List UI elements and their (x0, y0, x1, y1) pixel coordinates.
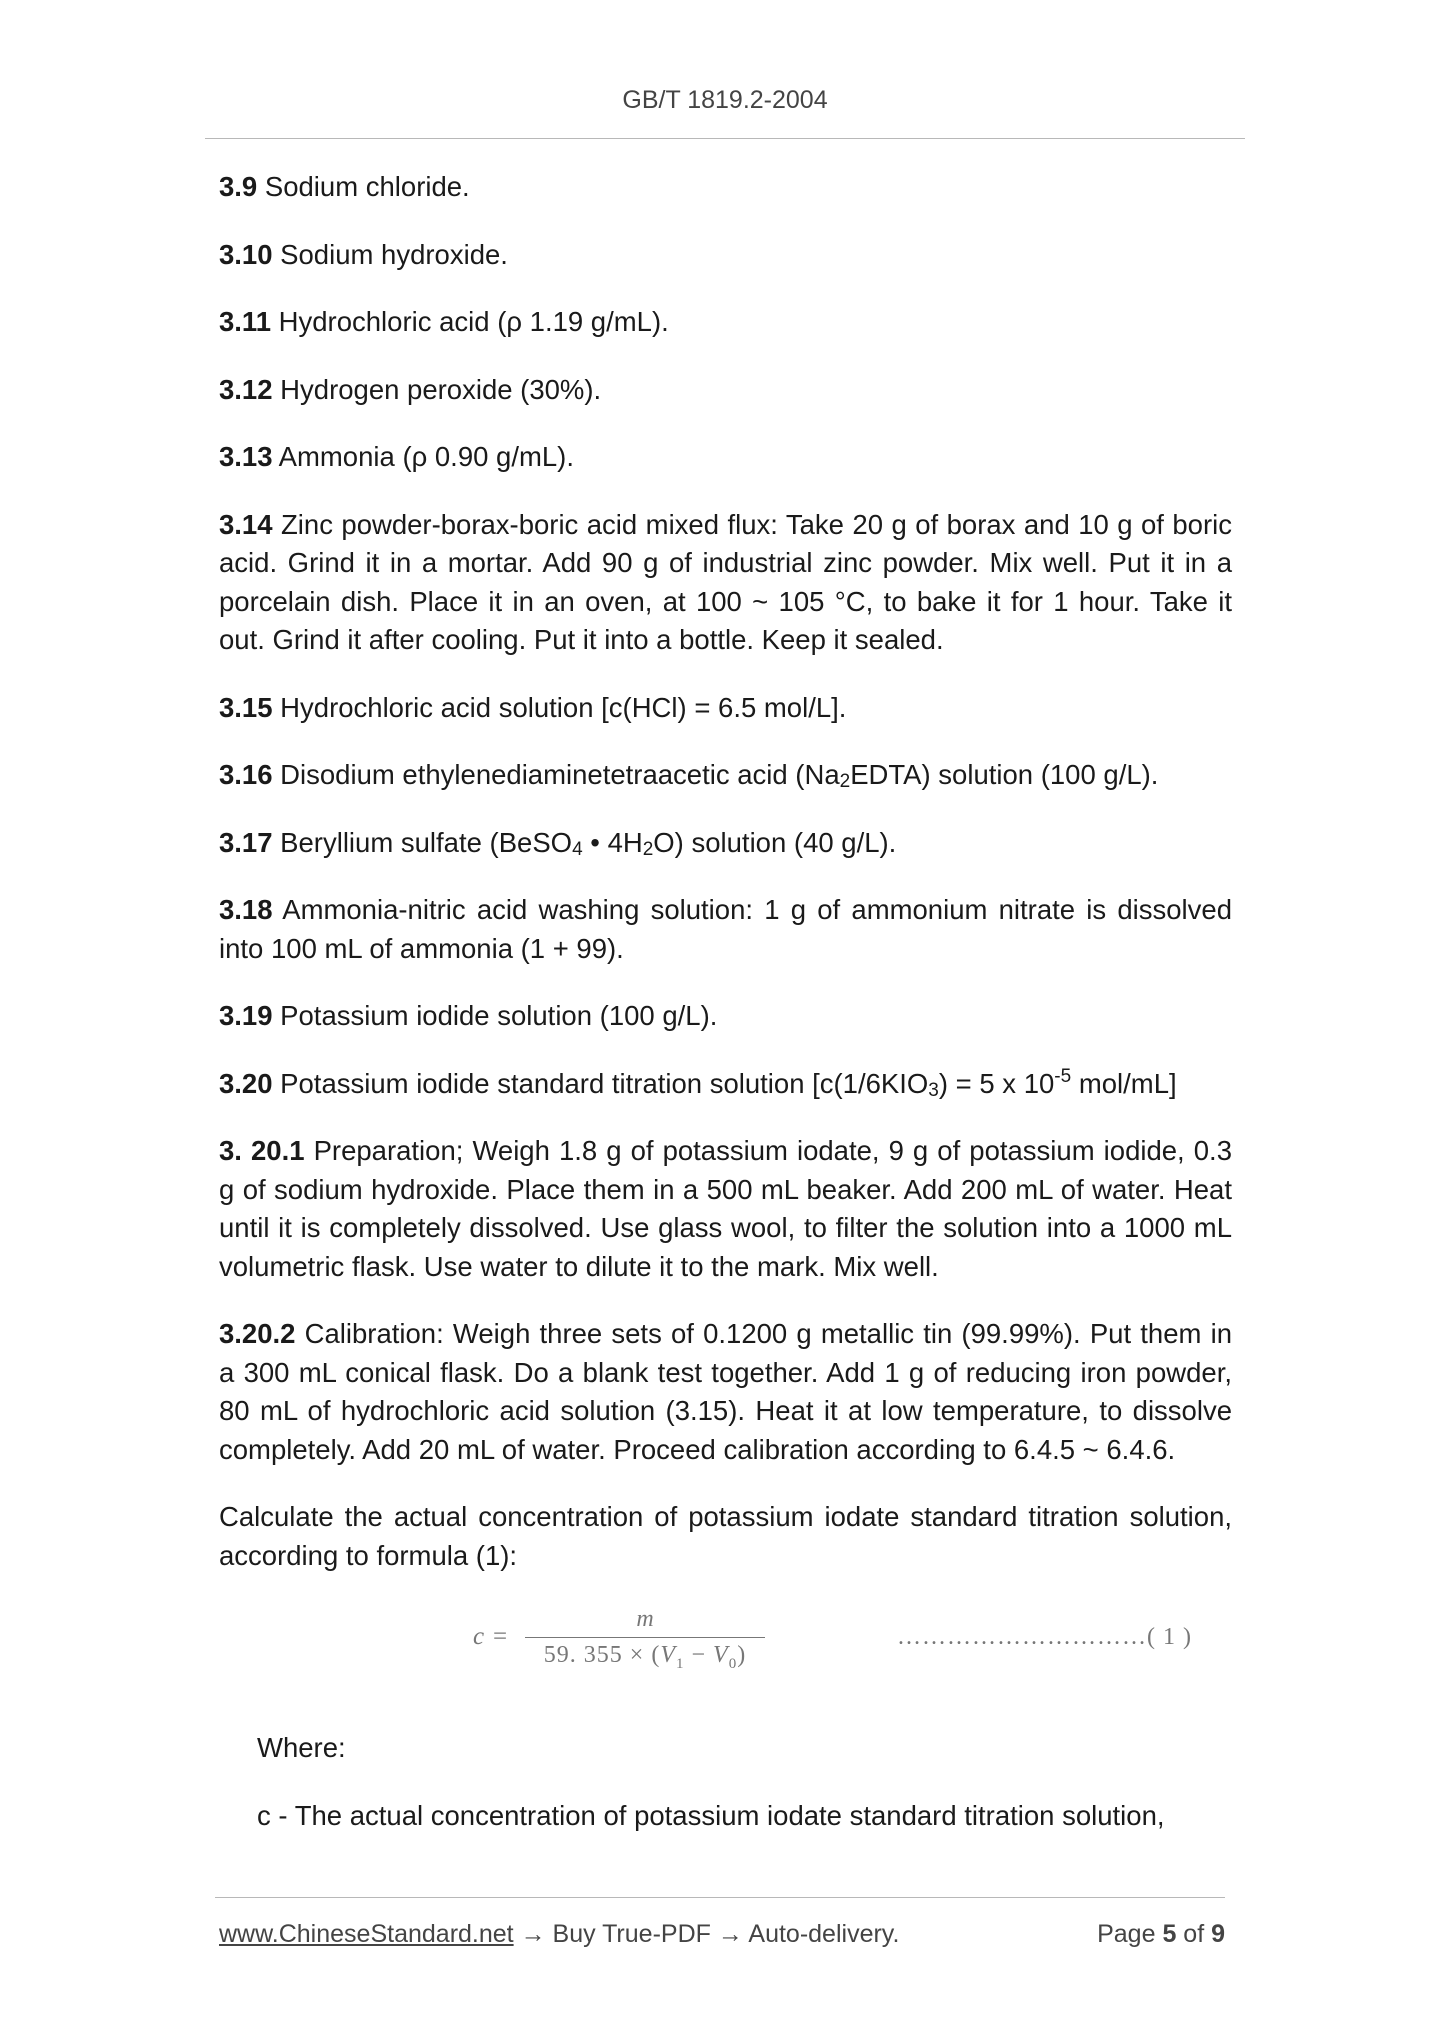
clause-text: Hydrochloric acid (ρ 1.19 g/mL). (271, 306, 669, 337)
clause-number: 3.19 (219, 1000, 273, 1031)
clause-text: mol/mL] (1071, 1067, 1177, 1099)
paragraph-text: c - The actual concentration of potassium iodate standard titration solution, (257, 1799, 1165, 1831)
clause-number: 3.20 (219, 1067, 273, 1099)
clause-text: Zinc powder-borax-boric acid mixed flux: Take 20 g of borax and 10 g of boric acid. Grind it in a mortar. Add 90 g of industrial zinc powder. Mix well. Put it in a porcelain dish. Place it in an oven, at 100 ~ 105 °C, to bake it for 1 hour. Take it out. Grind it after cooling. Put it into a bottle. Keep it sealed. (219, 508, 1232, 655)
clause-number: 3.13 (219, 441, 273, 472)
clause-text: Ammonia (ρ 0.90 g/mL). (272, 441, 574, 472)
clause-text: Disodium ethylenediaminetetraacetic acid (Na (272, 759, 840, 790)
clause-3-20-2 (219, 1315, 1232, 1469)
denominator-constant: 59. 355 × ( (543, 1642, 661, 1668)
page-total: 9 (1211, 1920, 1225, 1948)
formula-denominator (525, 1640, 765, 1679)
clause-3-18 (219, 891, 1232, 968)
page-indicator (1097, 1920, 1225, 1949)
clause-number: 3.18 (219, 894, 273, 925)
formula-1 (219, 1604, 1232, 1704)
v0-subscript: 0 (728, 1655, 738, 1672)
clause-text: Sodium hydroxide. (272, 238, 508, 270)
clause-3-13 (219, 438, 1232, 477)
clause-text: Beryllium sulfate (BeSO (272, 826, 573, 858)
clause-number: 3.15 (219, 691, 273, 723)
clause-text: Potassium iodide solution (100 g/L). (272, 1000, 718, 1031)
clause-text: Hydrogen peroxide (30%). (272, 373, 602, 405)
clause-number: 3.20.2 (219, 1318, 296, 1349)
document-code: GB/T 1819.2-2004 (622, 86, 828, 114)
website-link[interactable]: www.ChineseStandard.net (219, 1920, 514, 1948)
formula-lhs: c (473, 1623, 485, 1650)
clause-text: O) solution (40 g/L). (653, 826, 897, 858)
page-footer (219, 1920, 1225, 1949)
clause-text: Hydrochloric acid solution [c(HCl) = 6.5 mol/L]. (272, 691, 847, 723)
clause-3-12 (219, 371, 1232, 410)
clause-3-20 (219, 1065, 1232, 1104)
denominator-close: ) (737, 1642, 747, 1668)
paragraph-text: Where: (257, 1732, 346, 1763)
fraction-bar (525, 1637, 765, 1638)
clause-3-14 (219, 506, 1232, 660)
footer-divider (215, 1897, 1225, 1898)
v1-subscript: 1 (675, 1655, 685, 1672)
where-label (219, 1729, 1232, 1768)
clause-3-10 (219, 236, 1232, 275)
clause-3-16 (219, 756, 1232, 795)
page-label: Page (1097, 1920, 1163, 1948)
subscript: 3 (928, 1079, 939, 1101)
definition-c (219, 1797, 1232, 1836)
document-body (219, 168, 1232, 1864)
subscript: 4 (572, 838, 583, 860)
leader-dots: ………………………… (897, 1624, 1147, 1650)
minus-sign: − (684, 1642, 714, 1668)
header-divider (205, 138, 1245, 139)
page-number: 5 (1162, 1920, 1177, 1948)
formula-intro (219, 1498, 1232, 1575)
clause-number: 3.14 (219, 508, 273, 540)
clause-text: • 4H (582, 826, 643, 858)
clause-number: 3.17 (219, 826, 273, 858)
clause-number: 3.10 (219, 238, 273, 270)
clause-text: Ammonia-nitric acid washing solution: 1 g of ammonium nitrate is dissolved into 100 mL of ammonia (1 + 99). (219, 894, 1232, 964)
clause-text: Calibration: Weigh three sets of 0.1200 g metallic tin (99.99%). Put them in a 300 mL conical flask. Do a blank test together. Add 1 g of reducing iron powder, 80 mL of hydrochloric acid solution (3.15). Heat it at low temperature, to dissolve completely. Add 20 mL of water. Proceed calibration according to 6.4.5 ~ 6.4.6. (219, 1318, 1232, 1465)
clause-3-9 (219, 168, 1232, 207)
clause-3-19 (219, 997, 1232, 1036)
paragraph-text: Calculate the actual concentration of potassium iodate standard titration solution, according to formula (1): (219, 1501, 1232, 1571)
formula-equals: = (493, 1623, 508, 1650)
clause-text: Potassium iodide standard titration solution [c(1/6KIO (272, 1067, 929, 1099)
clause-number: 3.12 (219, 373, 273, 405)
clause-text: EDTA) solution (100 g/L). (850, 759, 1159, 790)
superscript: -5 (1054, 1065, 1072, 1087)
clause-3-11 (219, 303, 1232, 342)
clause-text: Preparation; Weigh 1.8 g of potassium iodate, 9 g of potassium iodide, 0.3 g of sodium hydroxide. Place them in a 500 mL beaker. Add 200 mL of water. Heat until it is completely dissolved. Use glass wool, to filter the solution into a 1000 mL volumetric flask. Use water to dilute it to the mark. Mix well. (219, 1135, 1232, 1282)
subscript: 2 (642, 838, 654, 860)
clause-3-17 (219, 824, 1232, 863)
clause-text: Sodium chloride. (257, 171, 470, 202)
equation-number: ( 1 ) (1147, 1624, 1192, 1650)
subscript: 2 (839, 771, 851, 792)
clause-3-20-1 (219, 1132, 1232, 1286)
formula-numerator: m (636, 1606, 654, 1632)
clause-number: 3.9 (219, 171, 258, 202)
footer-tagline: → Buy True-PDF → Auto-delivery. (513, 1920, 900, 1948)
clause-3-15 (219, 689, 1232, 728)
variable-v0: V (713, 1642, 729, 1668)
formula-fraction (525, 1604, 765, 1679)
page-header (205, 86, 1245, 115)
formula-leader (897, 1618, 1192, 1657)
clause-number: 3. 20.1 (219, 1135, 305, 1166)
of-label: of (1176, 1920, 1212, 1948)
clause-text: ) = 5 x 10 (938, 1067, 1055, 1099)
clause-number: 3.11 (219, 306, 272, 337)
clause-number: 3.16 (219, 759, 273, 790)
variable-v1: V (660, 1642, 676, 1668)
